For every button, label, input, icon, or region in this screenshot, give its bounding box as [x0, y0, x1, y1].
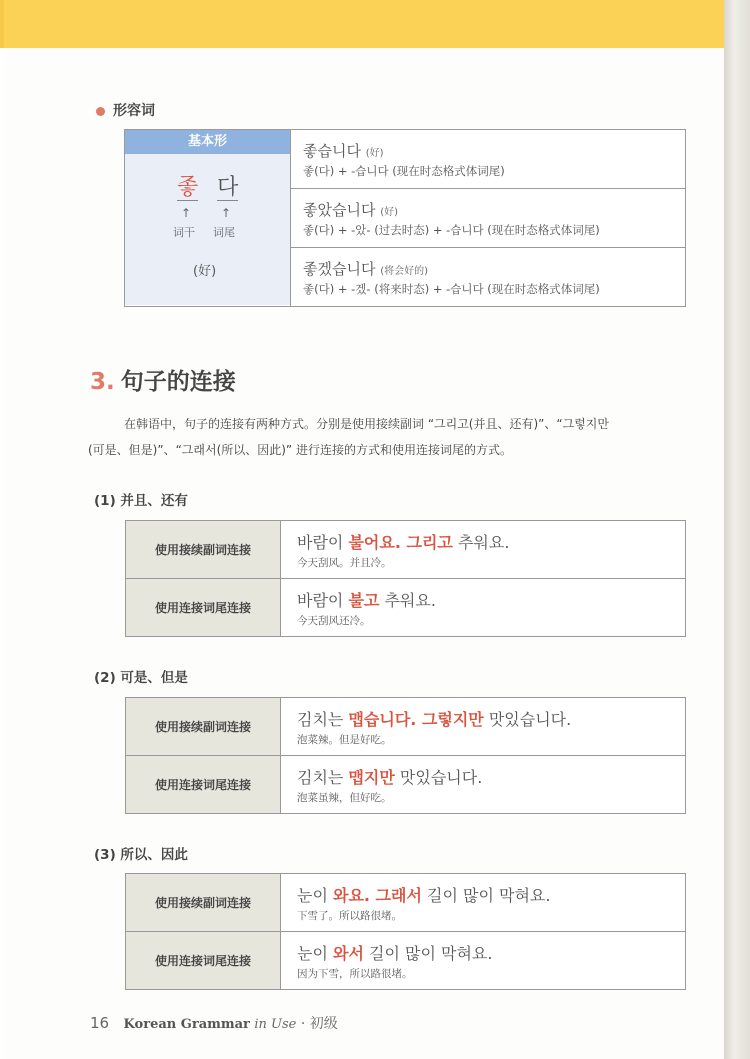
- example-cell: [281, 932, 686, 990]
- subsection-heading: (1) 并且、还有: [94, 493, 188, 509]
- example-translation: 下雪了。所以路很堵。: [297, 909, 402, 922]
- conjugation-rule: 좋(다) + -습니다 (现在时态格式体词尾): [303, 163, 505, 178]
- conjugated-gloss: (将会好的): [380, 265, 429, 277]
- method-label: 使用接续副词连接: [126, 521, 281, 579]
- basic-form-cell: [125, 130, 291, 307]
- example-row: [126, 579, 686, 637]
- example-sentence: 김치는 맵습니다. 그렇지만 맛있습니다.: [297, 709, 572, 729]
- conjugation-row: [291, 248, 686, 307]
- conjugation-row: [291, 130, 686, 189]
- conjugation-rule: 좋(다) + -았- (过去时态) + -습니다 (现在时态格式体词尾): [303, 222, 600, 237]
- up-arrow-icon: ↑: [181, 206, 192, 220]
- page-edge: [724, 0, 750, 1059]
- subsection-heading: (3) 所以、因此: [94, 847, 188, 863]
- up-arrow-icon: ↑: [221, 206, 232, 220]
- example-row: [126, 521, 686, 579]
- example-row: [126, 932, 686, 990]
- example-sentence: 김치는 맵지만 맛있습니다.: [297, 767, 483, 787]
- intro-paragraph-line1: 在韩语中，句子的连接有两种方式。分别是使用接续副词 “그리고(并且、还有)”、“그렇지만: [124, 417, 609, 431]
- highlighted-connector: 불고: [348, 590, 380, 610]
- page-number: 16: [90, 1014, 110, 1032]
- conjugated-gloss: (好): [365, 147, 384, 159]
- example-sentence: 눈이 와서 길이 많이 막혀요.: [297, 943, 493, 963]
- example-translation: 今天刮风还冷。: [297, 614, 371, 627]
- section-title: [90, 363, 236, 396]
- example-translation: 泡菜辣。但是好吃。: [297, 733, 392, 746]
- ending-label: 词尾: [213, 226, 235, 239]
- example-sentence: 바람이 불고 추워요.: [297, 590, 436, 610]
- basic-form-label: 基本形: [125, 130, 290, 154]
- example-cell: [281, 874, 686, 932]
- example-cell: [281, 698, 686, 756]
- conjugation-rule: 좋(다) + -겠- (将来时态) + -습니다 (现在时态格式体词尾): [303, 281, 600, 296]
- bullet-dot-icon: [96, 107, 105, 116]
- highlighted-connector: 와서: [333, 943, 364, 963]
- example-table: [125, 873, 686, 990]
- method-label: 使用接续副词连接: [126, 698, 281, 756]
- section-title-text: 句子的连接: [120, 369, 236, 395]
- method-label: 使用连接词尾连接: [126, 579, 281, 637]
- conjugated-word: 좋았습니다: [303, 200, 376, 219]
- highlighted-connector: 불어요. 그리고: [348, 532, 453, 552]
- highlighted-connector: 맵습니다. 그렇지만: [348, 709, 484, 729]
- method-label: 使用连接词尾连接: [126, 932, 281, 990]
- basic-form-diagram: [125, 154, 290, 305]
- example-row: [126, 756, 686, 814]
- conjugated-word: 좋습니다: [303, 141, 361, 160]
- word-stem: 좋: [177, 175, 199, 200]
- example-sentence: 눈이 와요. 그래서 길이 많이 막혀요.: [297, 885, 551, 905]
- example-cell: [281, 756, 686, 814]
- highlighted-connector: 와요. 그래서: [333, 885, 422, 905]
- example-translation: 因为下雪，所以路很堵。: [297, 967, 413, 980]
- book-level: · 初级: [300, 1016, 338, 1032]
- example-row: [126, 874, 686, 932]
- example-cell: [281, 521, 686, 579]
- method-label: 使用接续副词连接: [126, 874, 281, 932]
- adjective-heading: 形容词: [96, 100, 155, 120]
- section-number: 3.: [90, 369, 115, 395]
- stem-label: 词干: [173, 226, 195, 239]
- example-translation: 泡菜虽辣，但好吃。: [297, 791, 392, 804]
- example-table: [125, 520, 686, 637]
- conjugated-word: 좋겠습니다: [303, 259, 376, 278]
- conjugated-gloss: (好): [380, 206, 399, 218]
- method-label: 使用连接词尾连接: [126, 756, 281, 814]
- word-ending: 다: [217, 175, 239, 200]
- adjective-table: [124, 129, 686, 307]
- page-footer: [90, 1013, 338, 1033]
- book-title-in-use: in Use: [254, 1017, 297, 1032]
- example-cell: [281, 579, 686, 637]
- example-sentence: 바람이 불어요. 그리고 추워요.: [297, 532, 510, 552]
- highlighted-connector: 맵지만: [348, 767, 395, 787]
- intro-paragraph-line2: (可是、但是)”、“그래서(所以、因此)” 进行连接的方式和使用连接词尾的方式。: [88, 443, 512, 457]
- word-meaning: (好): [193, 264, 217, 279]
- example-table: [125, 697, 686, 814]
- subsection-heading: (2) 可是、但是: [94, 670, 188, 686]
- conjugation-row: [291, 189, 686, 248]
- example-row: [126, 698, 686, 756]
- example-translation: 今天刮风。并且冷。: [297, 556, 392, 569]
- book-title: Korean Grammar: [123, 1017, 250, 1032]
